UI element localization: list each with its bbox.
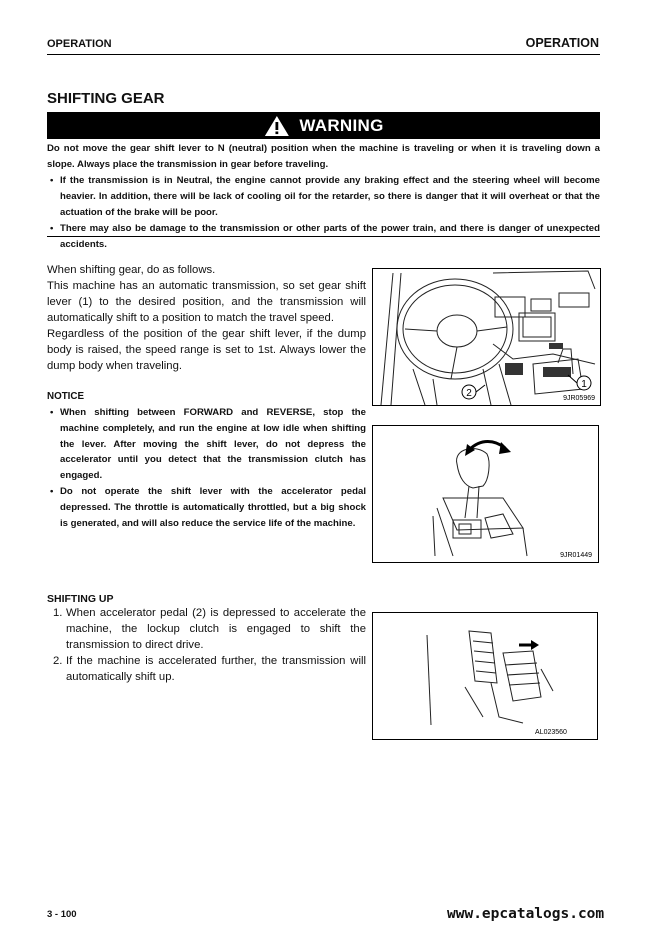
header-rule	[47, 54, 600, 55]
shifting-up-item: 1. When accelerator pedal (2) is depressed to accelerate the machine, the lockup clutch is engaged to shift the transmission to direct drive.	[53, 607, 366, 651]
pedal-illustration	[373, 613, 597, 739]
notice-title: NOTICE	[47, 391, 85, 402]
body-paragraph: Regardless of the position of the gear shift lever, if the dump body is raised, the speed range is set to 1st. Always lower the dump body when traveling.	[47, 328, 366, 372]
body-paragraph: This machine has an automatic transmission, so set gear shift lever (1) to the desired position, and the transmission will automatically shift to a position to match the travel speed.	[47, 280, 366, 324]
notice-text	[47, 405, 366, 531]
warning-label: WARNING	[299, 116, 384, 135]
warning-bullet: • If the transmission is in Neutral, the engine cannot provide any braking effect and the steering wheel will become heavier. In addition, there will be lack of cooling oil for the retarder, so there is danger that it will overheat or that the actuation of the brake will be poor.	[47, 173, 600, 221]
website-watermark: www.epcatalogs.com	[447, 906, 605, 922]
warning-icon	[263, 115, 289, 137]
figure-accelerator-pedal	[372, 612, 598, 740]
header-left: OPERATION	[47, 38, 112, 50]
figure-id: 9JR01449	[560, 552, 592, 559]
shifting-up-list	[47, 605, 366, 685]
warning-intro: Do not move the gear shift lever to N (neutral) position when the machine is traveling or when it is traveling down a slope. Always place the transmission in gear before traveling.	[47, 143, 600, 170]
notice-bullet: • Do not operate the shift lever with the accelerator pedal depressed. The throttle is automatically throttled, but a big shock is generated, and will also reduce the service life of the machine.	[47, 484, 366, 531]
cab-illustration	[373, 269, 600, 405]
page-number: 3 - 100	[47, 909, 77, 920]
figure-id: AL023560	[535, 729, 567, 736]
body-paragraph: When shifting gear, do as follows.	[47, 264, 216, 276]
warning-rule	[47, 236, 600, 237]
figure-cab-interior	[372, 268, 601, 406]
callout-1: 1	[581, 379, 587, 390]
callout-2: 2	[466, 388, 472, 399]
section-title: SHIFTING GEAR	[47, 90, 165, 107]
figure-id: 9JR05969	[563, 395, 595, 402]
shift-lever-illustration	[373, 426, 598, 562]
body-text	[47, 262, 366, 374]
figure-shift-lever	[372, 425, 599, 563]
warning-banner	[47, 112, 600, 139]
shifting-up-title: SHIFTING UP	[47, 593, 114, 605]
shifting-up-item: 2. If the machine is accelerated further, the transmission will automatically shift up.	[53, 655, 366, 683]
header-right: OPERATION	[525, 36, 599, 50]
warning-bullet: • There may also be damage to the transmission or other parts of the power train, and there is danger of unexpected accidents.	[47, 221, 600, 253]
notice-bullet: • When shifting between FORWARD and REVERSE, stop the machine completely, and run the engine at low idle when shifting the lever. After moving the shift lever, do not depress the accelerator until you detect that the transmission clutch has engaged.	[47, 405, 366, 484]
